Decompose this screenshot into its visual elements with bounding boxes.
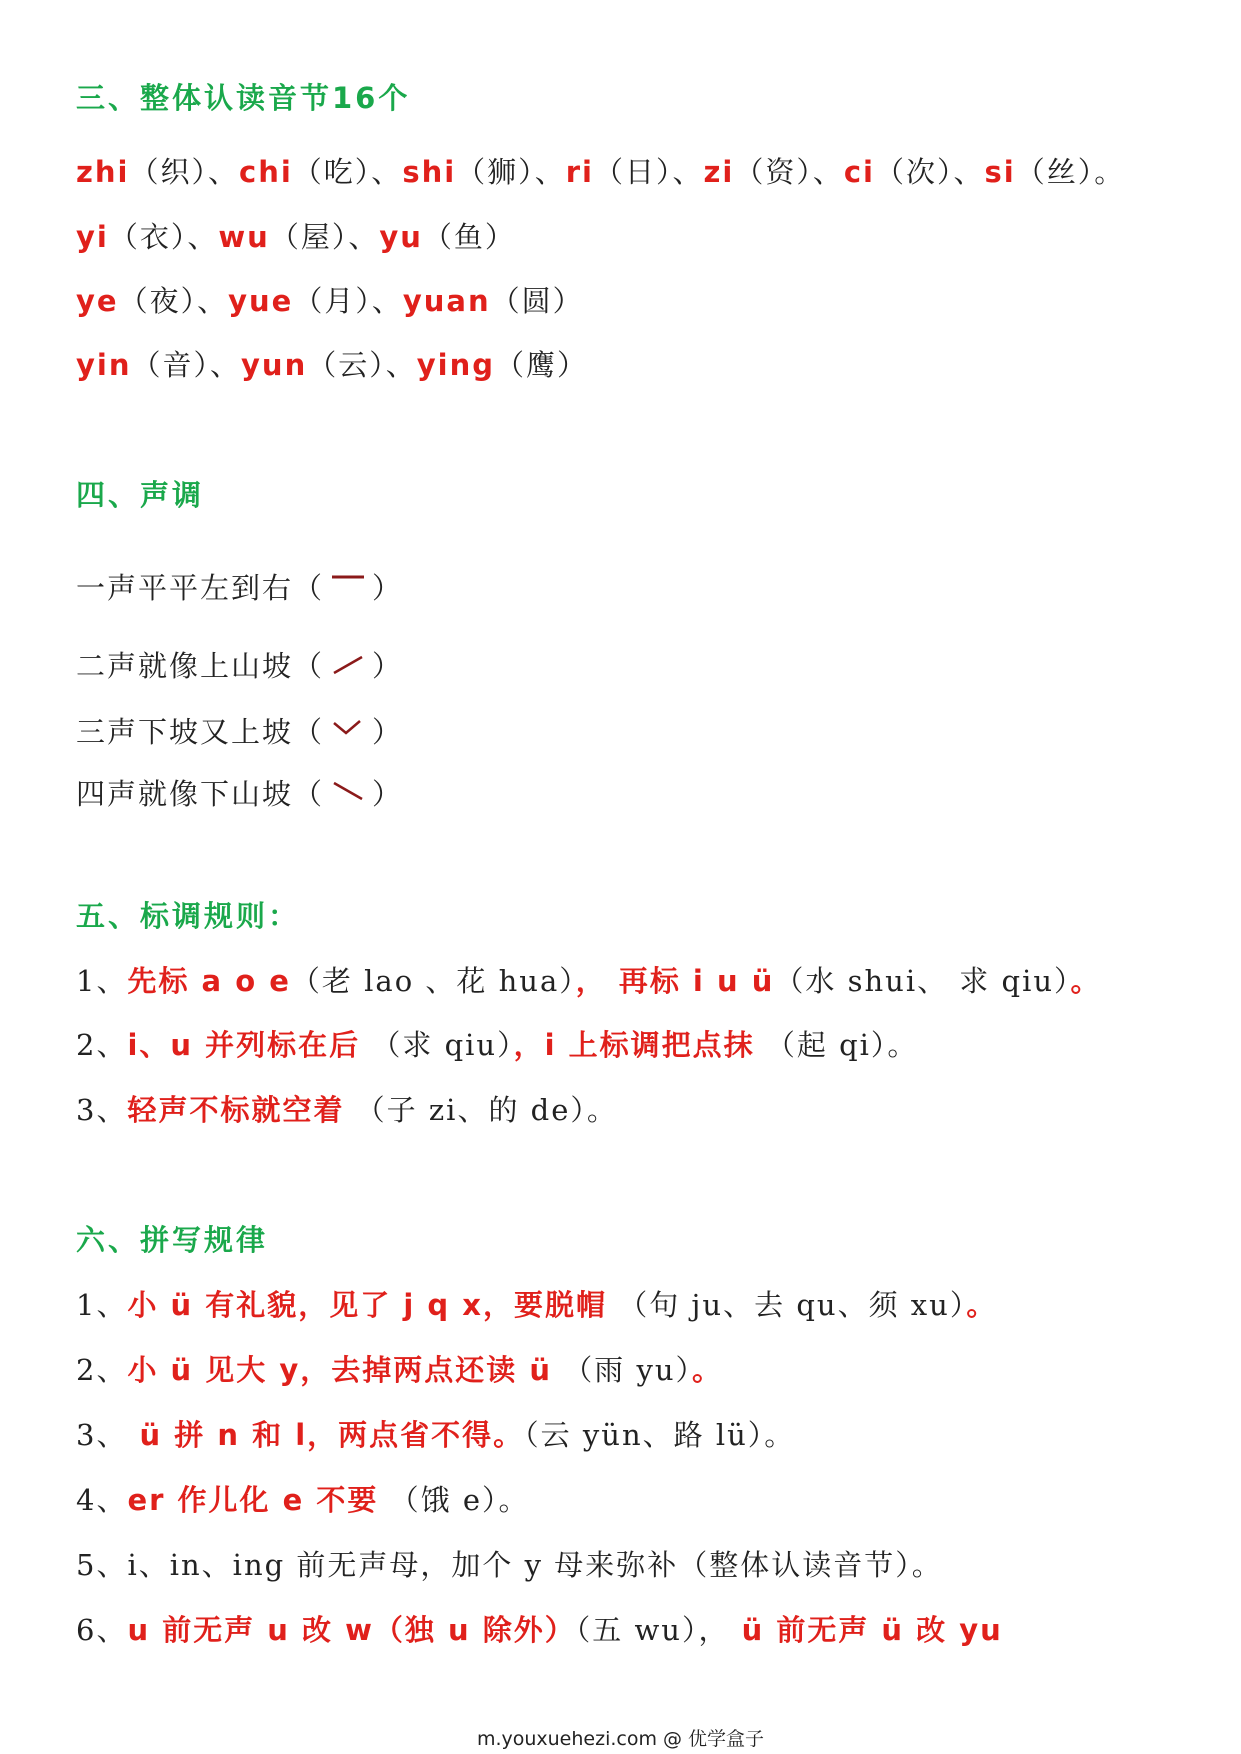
rule-6-1: 1、小 ü 有礼貌，见了 j q x，要脱帽 （句 ju、去 qu、须 xu）。: [76, 1288, 998, 1322]
hanzi-gloss: （次）: [874, 155, 954, 189]
first-tone-mark-icon: [324, 573, 372, 607]
syllables-row-2: yi（衣）、wu（屋）、yu（鱼）: [76, 220, 516, 254]
rule-6-2: 2、小 ü 见大 y，去掉两点还读 ü （雨 yu）。: [76, 1353, 724, 1387]
hanzi-gloss: （织）: [129, 155, 208, 189]
pinyin-yu: yu: [379, 220, 423, 254]
footer-watermark: m.youxuehezi.com @ 优学盒子: [476, 1728, 765, 1750]
pinyin-yue: yue: [228, 284, 294, 318]
section3-title: 三、整体认读音节16个: [76, 81, 411, 115]
pinyin-ci: ci: [843, 155, 875, 189]
syllables-row-3: ye（夜）、yue（月）、yuan（圆）: [76, 284, 584, 318]
separator: 、: [534, 155, 566, 189]
rule-6-3: 3、 ü 拼 n 和 l，两点省不得。（云 yün、路 lü）。: [76, 1418, 796, 1452]
pinyin-wu: wu: [218, 220, 270, 254]
syllables-row-1: [76, 154, 1125, 190]
hanzi-gloss: （日）: [593, 155, 673, 189]
rule-5-1: 1、先标 a o e（老 lao 、花 hua）， 再标 i u ü（水 shui、 求 qiu）。: [76, 964, 1102, 998]
rule-6-6: 6、u 前无声 u 改 w（独 u 除外）（五 wu）， ü 前无声 ü 改 yu: [76, 1613, 1003, 1647]
tone-row-4: 四声就像下山坡（ ）: [76, 777, 404, 811]
pinyin-yun: yun: [241, 348, 308, 382]
separator: 、: [371, 155, 403, 189]
pinyin-zi: zi: [703, 155, 735, 189]
row-end-punct: 。: [1094, 155, 1126, 189]
hanzi-gloss: （丝）: [1015, 155, 1095, 189]
second-tone-mark-icon: [324, 651, 372, 685]
pinyin-ri: ri: [565, 155, 594, 189]
pinyin-yin: yin: [76, 348, 132, 382]
section5-title: 五、标调规则：: [76, 899, 301, 933]
rule-5-2: 2、i、u 并列标在后 （求 qiu），i 上标调把点抹 （起 qi）。: [76, 1028, 919, 1062]
pinyin-si: si: [984, 155, 1016, 189]
pinyin-yuan: yuan: [402, 284, 491, 318]
tone-row-2: 二声就像上山坡（ ）: [76, 649, 404, 683]
separator: 、: [672, 155, 704, 189]
syllables-row-4: yin（音）、yun（云）、ying（鹰）: [76, 348, 589, 382]
separator: 、: [953, 155, 985, 189]
rule-6-4: 4、er 作儿化 e 不要 （饿 e）。: [76, 1483, 530, 1517]
pinyin-ying: ying: [416, 348, 496, 382]
pinyin-zhi: zhi: [76, 155, 130, 189]
pinyin-chi: chi: [239, 155, 293, 189]
tone-row-1: 一声平平左到右（ ）: [76, 571, 404, 605]
hanzi-gloss: （狮）: [456, 155, 535, 189]
fourth-tone-mark-icon: [324, 779, 372, 813]
rule-6-5: 5、i、in、ing 前无声母，加个 y 母来弥补（整体认读音节）。: [76, 1548, 943, 1582]
hanzi-gloss: （资）: [734, 155, 813, 189]
pinyin-yi: yi: [76, 220, 109, 254]
section6-title: 六、拼写规律: [76, 1223, 269, 1257]
separator: 、: [812, 155, 844, 189]
pinyin-ye: ye: [76, 284, 119, 318]
separator: 、: [207, 155, 239, 189]
third-tone-mark-icon: [324, 717, 372, 751]
rule-5-3: 3、轻声不标就空着 （子 zi、的 de）。: [76, 1093, 618, 1127]
pinyin-shi: shi: [402, 155, 457, 189]
tone-row-3: 三声下坡又上坡（ ）: [76, 715, 404, 749]
hanzi-gloss: （吃）: [292, 155, 372, 189]
section4-title: 四、声调: [76, 478, 205, 512]
